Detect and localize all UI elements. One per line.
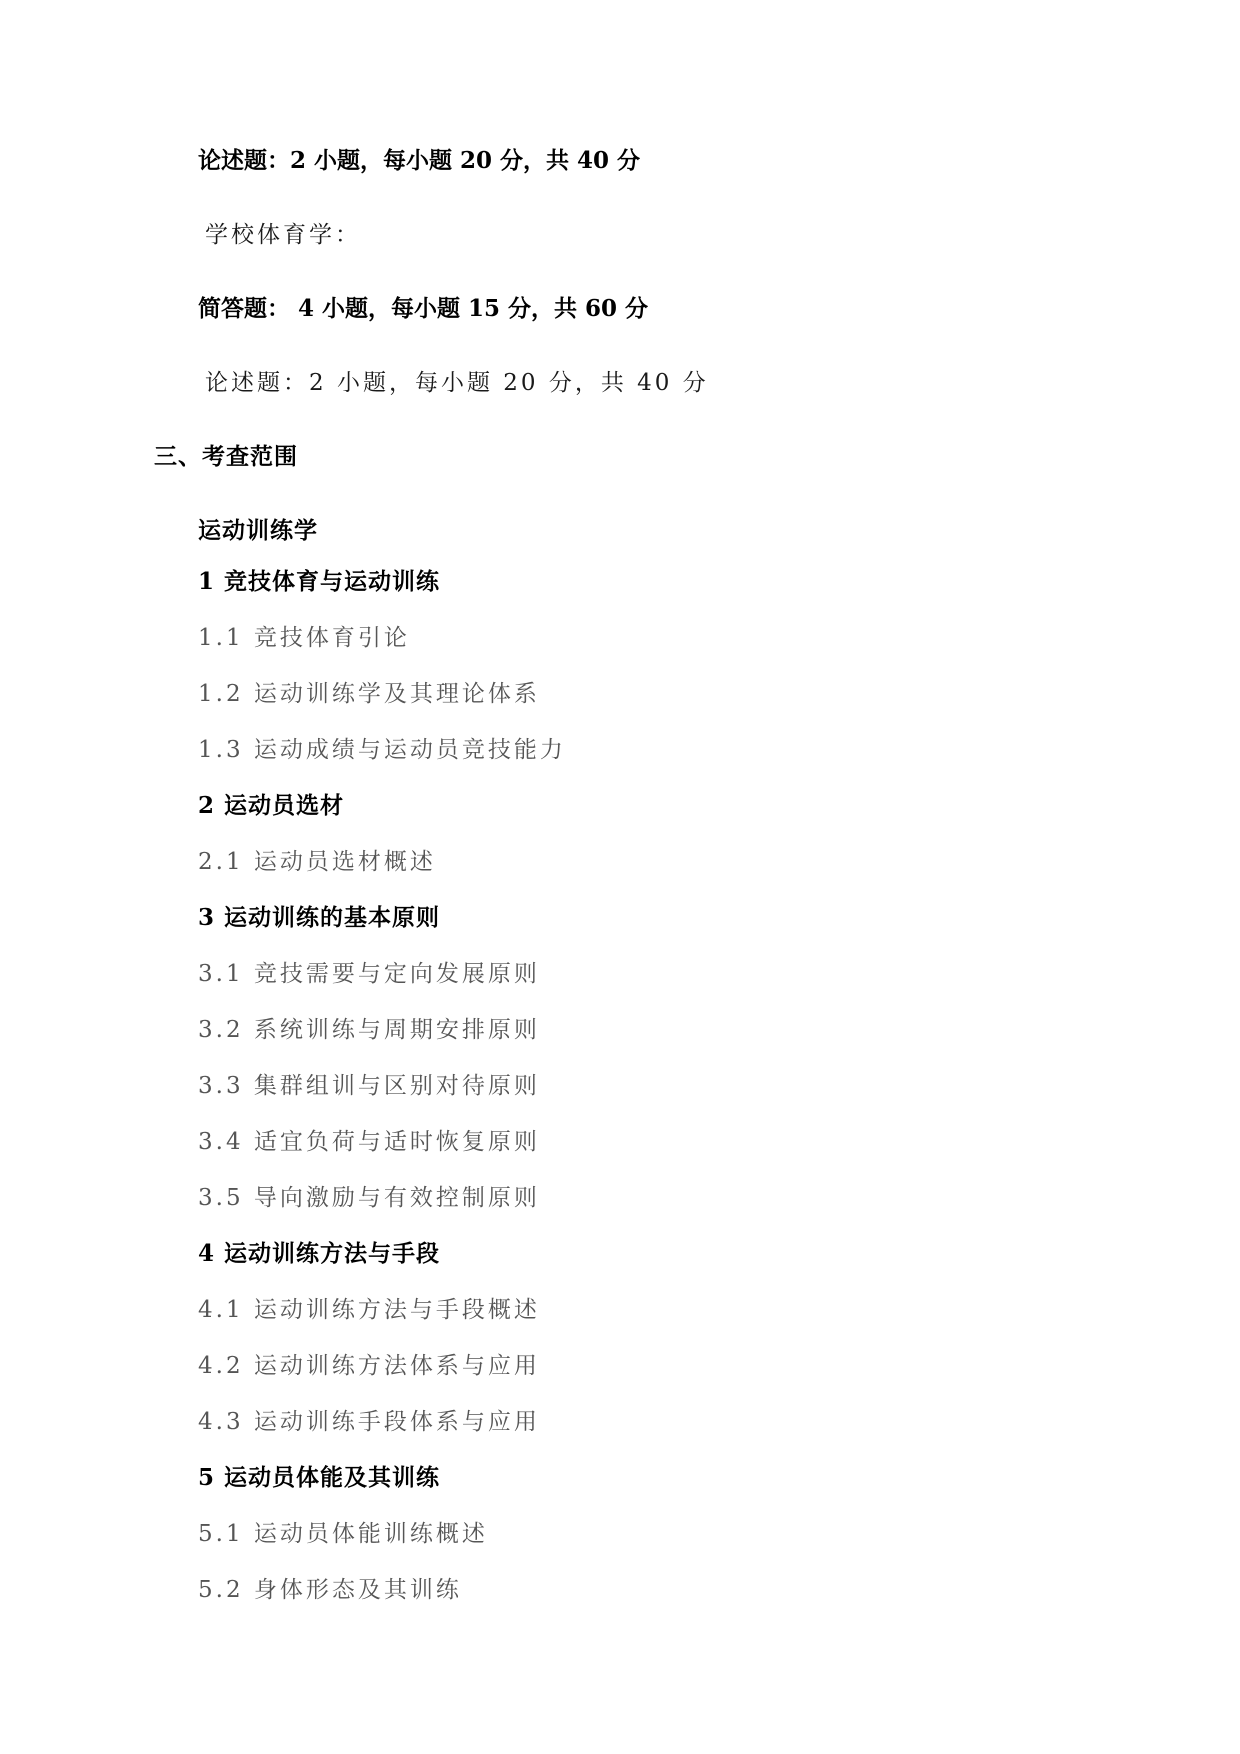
chapter-item: 3.2 系统训练与周期安排原则 <box>198 1017 540 1043</box>
chapter-item: 4.3 运动训练手段体系与应用 <box>198 1409 540 1435</box>
section-title: 三、考查范围 <box>154 443 298 470</box>
chapter-title: 5 运动员体能及其训练 <box>198 1464 441 1491</box>
chapter-item: 2.1 运动员选材概述 <box>198 849 436 875</box>
chapter-item: 5.1 运动员体能训练概述 <box>198 1521 488 1547</box>
chapter-item: 3.4 适宜负荷与适时恢复原则 <box>198 1129 540 1155</box>
chapter-title: 2 运动员选材 <box>198 792 345 819</box>
chapter-title: 3 运动训练的基本原则 <box>198 904 441 931</box>
chapter-item: 3.1 竞技需要与定向发展原则 <box>198 961 540 987</box>
school-pe-label: 学校体育学： <box>205 222 361 248</box>
chapter-item: 5.2 身体形态及其训练 <box>198 1577 462 1603</box>
chapter-title: 4 运动训练方法与手段 <box>198 1240 441 1267</box>
chapter-item: 1.1 竞技体育引论 <box>198 625 410 651</box>
chapter-item: 1.2 运动训练学及其理论体系 <box>198 681 540 707</box>
chapter-item: 1.3 运动成绩与运动员竞技能力 <box>198 737 566 763</box>
essay-question-format-2: 论述题：2 小题，每小题 20 分，共 40 分 <box>205 370 709 396</box>
essay-question-format: 论述题：2 小题，每小题 20 分，共 40 分 <box>198 147 641 174</box>
subject-title: 运动训练学 <box>198 517 318 544</box>
short-answer-format: 简答题： 4 小题，每小题 15 分，共 60 分 <box>198 295 649 322</box>
chapter-item: 3.3 集群组训与区别对待原则 <box>198 1073 540 1099</box>
chapter-item: 3.5 导向激励与有效控制原则 <box>198 1185 540 1211</box>
chapter-item: 4.2 运动训练方法体系与应用 <box>198 1353 540 1379</box>
chapter-title: 1 竞技体育与运动训练 <box>198 568 441 595</box>
chapter-item: 4.1 运动训练方法与手段概述 <box>198 1297 540 1323</box>
